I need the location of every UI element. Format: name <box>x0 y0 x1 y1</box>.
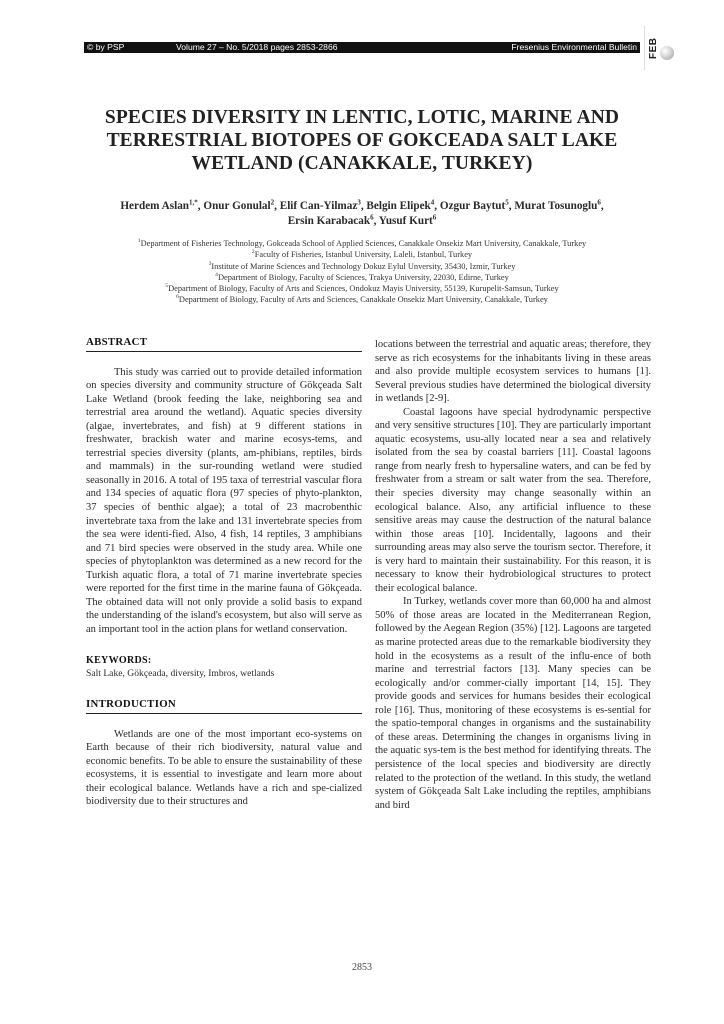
journal-header-bar <box>84 42 640 53</box>
introduction-heading: INTRODUCTION <box>86 698 362 714</box>
affiliation-list <box>60 238 664 306</box>
journal-name: Fresenius Environmental Bulletin <box>511 42 637 52</box>
affil-text: Department of Biology, Faculty of Sciences, Trakya University, 22030, Edirne, Turkey <box>217 272 509 282</box>
affil-sup: 2 <box>251 249 255 256</box>
abstract-text: This study was carried out to provide detailed information on species diversity and community structure of Gökçeada Salt Lake Wetland (brook feeding the lake, neighboring sea and terrestrial area around the wetland). Aquatic species diversity (algae, invertebrates, and fish) at 9 different stations in freshwater, brackish water and marine ecosys-tems, and terrestrial species diversity (plants, am-phibians, reptiles, birds and mammals) in the sur-rounding wetland were studied seasonally in 2016. A total of 195 taxa of terrestrial vascular flora and 134 species of aquatic flora (97 species of phyto-plankton, 37 species of benthic algae); a total of 23 macrobenthic invertebrate taxa from the lake and 131 invertebrate species from the sea were identi-fied. Also, 4 fish, 14 reptiles, 3 amphibians and 71 bird species were observed in the study area. While one species of phytoplankton was determined as a new record for the Turkish aquatic flora, a total of 71 marine invertebrate species were reported for the first time in the marine fauna of Gökçeada. The obtained data will not only provide a solid basis to expand the understanding of the island's ecosystem, but also will serve as an important tool in the action plans for wetland conservation. <box>86 366 362 635</box>
author-affil-sup: 5 <box>505 198 509 207</box>
affil-text: Department of Biology, Faculty of Arts and Sciences, Ondokuz Mayis University, 55139, Kurupelit-Samsun, Turkey <box>168 284 559 294</box>
author-name: Onur Gonulal <box>203 200 271 212</box>
intro-paragraph: Wetlands are one of the most important eco-systems on Earth because of their rich biodiversity, natural value and economic benefits. To be able to ensure the sustainability of these ecosystems, it is essential to investigate and learn more about their ecological balance. Wetlands have a rich and spe-cialized biodiversity due to their structures and <box>86 728 362 808</box>
affiliation <box>60 238 664 249</box>
volume-info: Volume 27 – No. 5/2018 pages 2853-2866 <box>176 42 338 52</box>
affiliation <box>60 249 664 260</box>
title-line: TERRESTRIAL BIOTOPES OF GOKCEADA SALT LAKE <box>106 130 618 151</box>
author-name: Ersin Karabacak <box>287 214 371 227</box>
affil-text: Institute of Marine Sciences and Technology Dokuz Eylul Unversity, 35430, Izmir, Turkey <box>211 261 516 271</box>
title-line: SPECIES DIVERSITY IN LENTIC, LOTIC, MARINE AND <box>104 107 620 128</box>
affil-text: Department of Biology, Faculty of Arts and Sciences, Canakkale Onsekiz Mart University, Canakkale, Turkey <box>178 295 548 305</box>
author-name: Murat Tosunoglu <box>514 200 598 212</box>
affil-sup: 3 <box>208 260 212 267</box>
affiliation <box>60 294 664 305</box>
author-name: Belgin Elipek <box>366 200 431 212</box>
author-list: Herdem Aslan$^{1,*}$, Onur Gonulal$^2$, Elif Can-Yilmaz$^3$, Belgin Elipek$^4$, Ozgur Baytut$^5$, Murat Tosunoglu$^6$, Ersin Karabacak$^6$, Yusuf Kurt$^6$ <box>120 198 604 227</box>
author-affil-sup: 4 <box>430 198 435 207</box>
title-line: WETLAND (CANAKKALE, TURKEY) <box>191 153 533 174</box>
author-affil-sup: 1,* <box>189 198 198 207</box>
author-name: Elif Can-Yilmaz <box>279 200 358 212</box>
affil-sup: 4 <box>215 272 218 279</box>
intro-paragraph: Coastal lagoons have special hydrodynamic perspective and very sensitive structures [10]. They are particularly important aquatic ecosystems, usu-ally located near a sea and relatively isolated from the sea by coastal barriers [11]. Coastal lagoons range from nearly fresh to hypersaline waters, and can be fed by freshwater from a stream or salt water from the sea. Therefore, their species diversity may change seasonally within an ecological balance. Also, any artificial influence to these sensitive areas may cause the destruction of the natural balance within those areas [10]. Incidentally, lagoons and their surrounding areas may also serve the tourism sector. Therefore, it is very hard to maintain their sustainability. For this reason, it is necessary to know their hydrobiological structures to protect their ecological balance. <box>375 406 651 594</box>
affiliation <box>60 261 664 272</box>
author-name: Ozgur Baytut <box>439 200 506 212</box>
abstract-heading: ABSTRACT <box>86 336 362 352</box>
paper-title <box>60 106 664 175</box>
affil-sup: 6 <box>176 294 179 301</box>
affil-sup: 5 <box>165 283 169 290</box>
affil-text: Department of Fisheries Technology, Gokceada School of Applied Sciences, Canakkale Onsekiz Mart University, Canakkale, Turkey <box>140 239 587 248</box>
author-affil-sup: 6 <box>370 212 374 221</box>
affil-sup: 1 <box>137 238 141 245</box>
left-column <box>86 336 362 809</box>
copyright-label: © by PSP <box>87 42 125 52</box>
intro-paragraph: In Turkey, wetlands cover more than 60,000 ha and almost 50% of those areas are located in the Mediterranean Region, followed by the Aegean Region (35%) [12]. Lagoons are targeted as marine protected areas due to the remarkable biodiversity they hold in the ecosystems as a result of the influ-ence of both marine and terrestrial factors [13]. Many species can be ecologically and/or commer-cially important [14, 15]. They provide goods and services for humans besides their ecological role [16]. Thus, monitoring of these ecosystems is es-sential for the spatio-temporal changes in organisms and the sustainability of these areas. Determining the changes in organisms living in the aquatic sys-tem is the best method for identifying threats. The persistence of the local species and biodiversity are directly related to the protection of the wetland. In this study, the wetland system of Gökçeada Salt Lake including the reptiles, amphibians and bird <box>375 596 651 811</box>
author-affil-sup: 6 <box>597 198 601 207</box>
keywords-heading: KEYWORDS: <box>86 655 152 667</box>
author-affil-sup: 2 <box>270 198 275 207</box>
author-affil-sup: 3 <box>357 198 361 207</box>
feb-logo-text: FEB <box>648 37 659 59</box>
sphere-icon <box>660 46 674 60</box>
feb-logo <box>644 26 675 70</box>
right-column <box>375 338 651 812</box>
affil-text: Faculty of Fisheries, Istanbul University, Laleli, Istanbul, Turkey <box>254 250 473 260</box>
page-number: 2853 <box>352 962 372 973</box>
author-name: Herdem Aslan <box>120 200 190 212</box>
author-affil-sup: 6 <box>432 212 437 221</box>
affiliation <box>60 283 664 294</box>
intro-paragraph-continued: locations between the terrestrial and aquatic areas; therefore, they serve as rich ecosystems for the inhabitants living in these areas and also provide multiple ecosystem services to humans [1]. Several previous studies have determined the biological diversity in wetlands [2-9]. <box>375 339 651 405</box>
keywords-text: Salt Lake, Gökçeada, diversity, Imbros, wetlands <box>86 668 275 680</box>
affiliation <box>60 272 664 283</box>
author-name: Yusuf Kurt <box>378 214 433 227</box>
